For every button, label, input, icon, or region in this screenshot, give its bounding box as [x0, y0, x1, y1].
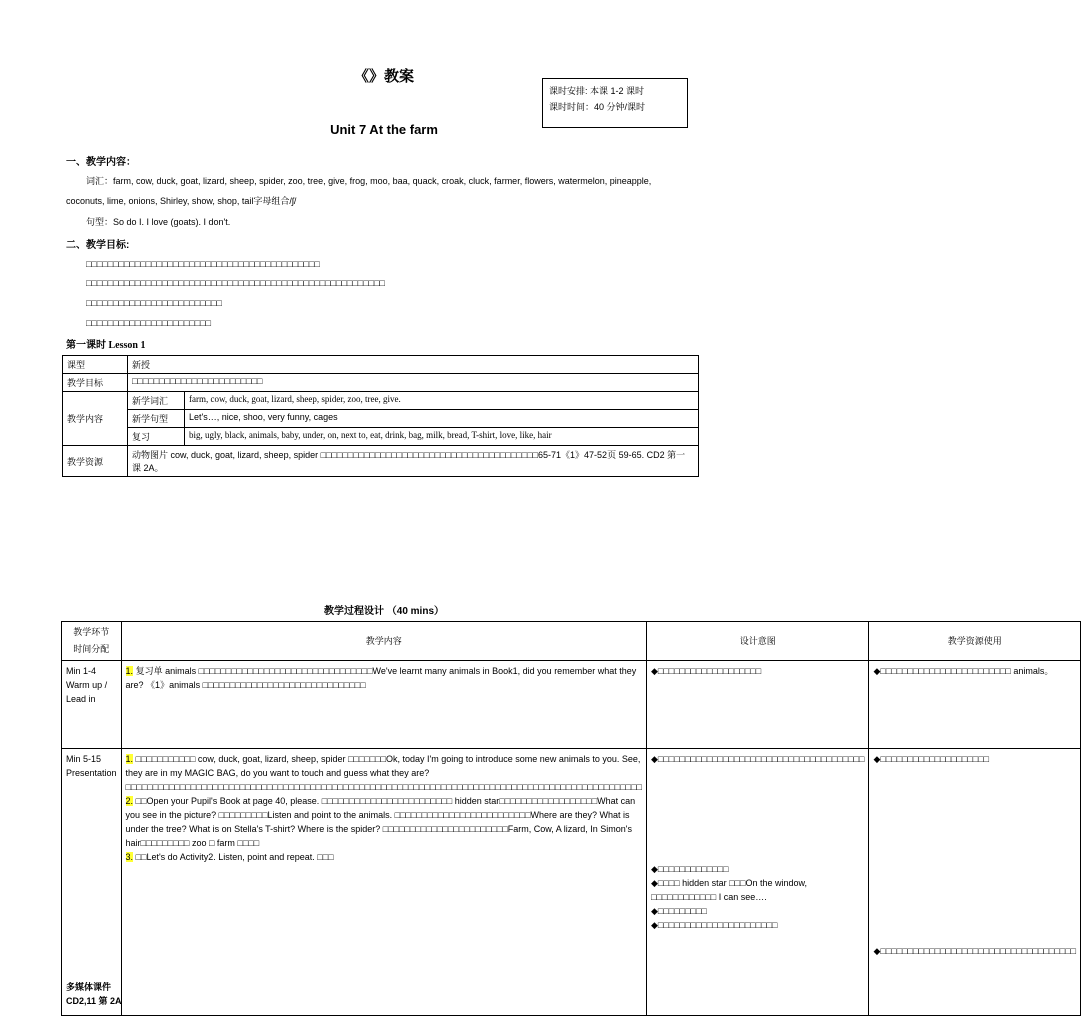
step-text: □□□□□□□□□□□ cow, duck, goat, lizard, sheep, spider □□□□□□□Ok, today I'm going to introduce some new animals to you. See, they are in my MAGIC BAG, do you want to touch and guess what they are? □□□□□□□□□□□□□□□□□□□□□□□□□□□□□□□□□□□□□□□□□□□□□□□□□□□□□□□□□□□□□□□□□□□□□□□□□□□□□□□□□□□□□□□□□□□□□□□: [125, 754, 642, 792]
section-goals-heading: 二、教学目标:: [66, 240, 130, 251]
vocab-line: 词汇：farm, cow, duck, goat, lizard, sheep, spider, zoo, tree, give, frog, moo, baa, quack, croak, cluck, farmer, flowers, watermelon, pineapple,: [86, 176, 652, 186]
process-table: [61, 621, 1081, 1016]
cell-label: 教学内容: [63, 392, 128, 446]
cell-value: farm, cow, duck, goat, lizard, sheep, spider, zoo, tree, give.: [185, 392, 699, 410]
document-title: 《》教案: [353, 68, 414, 85]
table-header-row: [62, 622, 1081, 661]
table-row: [63, 374, 699, 392]
cell-intent: ◆□□□□□□□□□□□□□□□□□□□: [646, 661, 869, 749]
intent-item: ◆□□□□□□□□□: [650, 906, 707, 916]
step-3: [126, 850, 642, 864]
cell-label: 课型: [63, 356, 128, 374]
header-content: 教学内容: [121, 622, 646, 661]
table-row: [63, 446, 699, 477]
lesson-count: 课时安排: 本课 1-2 课时: [549, 86, 645, 96]
time-range: Min 1-4: [66, 666, 97, 676]
section-content-heading: 一、教学内容：: [66, 157, 136, 168]
intent-item: ◆□□□□ hidden star □□□On the window, □□□□□□□□□□□□ I can see….: [650, 878, 808, 902]
cell-resource: [869, 749, 1081, 1016]
sentence-line: 句型：So do I. I love (goats). I don't.: [86, 217, 231, 227]
goal-item: □□□□□□□□□□□□□□□□□□□□□□□: [86, 318, 212, 328]
resource-item: ◆□□□□□□□□□□□□□□□□□□□□□□□□□□□□□□□□□□□□: [873, 946, 1077, 956]
lesson-heading: 第一课时 Lesson 1: [66, 340, 146, 351]
cell-value: Let's…, nice, shoo, very funny, cages: [185, 410, 699, 428]
cell-content: [121, 661, 646, 749]
header-time: 时间分配: [73, 644, 110, 654]
time-range: Min 5-15: [66, 754, 102, 764]
resource-item: ◆□□□□□□□□□□□□□□□□□□□□: [873, 754, 990, 764]
step-number: 1.: [125, 754, 134, 764]
cell-intent: [646, 749, 869, 1016]
cell-value: 动物图片 cow, duck, goat, lizard, sheep, spider □□□□□□□□□□□□□□□□□□□□□□□□□□□□□□□□□□□□□□□□65-71《1》47-52页 59-65. CD2 第一课 2A。: [128, 446, 699, 477]
vocab-line-2: coconuts, lime, onions, Shirley, show, shop, tail字母组合/ʃ/: [66, 196, 297, 206]
goal-item: □□□□□□□□□□□□□□□□□□□□□□□□□□□□□□□□□□□□□□□□□□□□□□□□□□□□□□□: [86, 278, 385, 288]
header-stage: 教学环节: [73, 627, 110, 637]
header-stage-time: [62, 622, 122, 661]
table-row: [63, 410, 699, 428]
cell-label: 教学资源: [63, 446, 128, 477]
step-number: 3.: [125, 852, 134, 862]
cell-stage: [62, 661, 122, 749]
header-intent: 设计意图: [646, 622, 869, 661]
resource-cd: 多媒体课件CD2,11 第 2A: [66, 982, 122, 1006]
cell-value: 新授: [128, 356, 699, 374]
cell-value: big, ugly, black, animals, baby, under, on, next to, eat, drink, bag, milk, bread, T-shirt, love, like, hair: [185, 428, 699, 446]
process-title: 教学过程设计 （40 mins）: [323, 606, 445, 617]
table-row: [63, 356, 699, 374]
intent-item: ◆□□□□□□□□□□□□□□□□□□□□□□□□□□□□□□□□□□□□□□: [650, 754, 865, 764]
table-row: [62, 749, 1081, 1016]
table-row: [62, 661, 1081, 749]
cell-value: □□□□□□□□□□□□□□□□□□□□□□□□: [128, 374, 699, 392]
cell-stage: [62, 749, 122, 1016]
unit-title: Unit 7 At the farm: [330, 122, 438, 137]
step-1: [126, 752, 642, 794]
cell-resource: ◆□□□□□□□□□□□□□□□□□□□□□□□□ animals。: [869, 661, 1081, 749]
cell-sublabel: 新学词汇: [128, 392, 185, 410]
stage-name: Warm up / Lead in: [66, 680, 108, 704]
step-text: □□Let's do Activity2. Listen, point and repeat. □□□: [135, 852, 334, 862]
step-text: □□Open your Pupil's Book at page 40, please. □□□□□□□□□□□□□□□□□□□□□□□□ hidden star□□□□□□□□□□□□□□□□□□What can you see in the picture? □□□□□□□□□Listen and point to the animals. □□□□□□□□□□□□□□□□□□□□□□□□□Where are they? What is under the tree? What is on Stella's T-shirt? Where is the spider? □□□□□□□□□□□□□□□□□□□□□□□Farm, Cow, A lizard, In Simon's hair□□□□□□□□□ zoo □ farm □□□□: [125, 796, 636, 848]
lesson-duration: 课时时间：40 分钟/课时: [549, 102, 646, 112]
cell-sublabel: 复习: [128, 428, 185, 446]
stage-name: Presentation: [66, 768, 117, 778]
table-row: [63, 428, 699, 446]
goal-item: □□□□□□□□□□□□□□□□□□□□□□□□□: [86, 298, 222, 308]
step-2: [126, 794, 642, 850]
step-text: 复习单 animals □□□□□□□□□□□□□□□□□□□□□□□□□□□□□□□□We've learnt many animals in Book1, did you remember what they are? 《1》animals □□□□□□□□□□□□□□□□□□□□□□□□□□□□□□: [125, 666, 637, 690]
intent-item: ◆□□□□□□□□□□□□□: [650, 864, 729, 874]
table-row: [63, 392, 699, 410]
intent-item: ◆□□□□□□□□□□□□□□□□□□□□□□: [650, 920, 778, 930]
cell-label: 教学目标: [63, 374, 128, 392]
step-number: 1.: [125, 666, 134, 676]
cell-sublabel: 新学句型: [128, 410, 185, 428]
header-resource: 教学资源使用: [869, 622, 1081, 661]
step-number: 2.: [125, 796, 134, 806]
goal-item: □□□□□□□□□□□□□□□□□□□□□□□□□□□□□□□□□□□□□□□□□□□: [86, 259, 320, 269]
cell-content: [121, 749, 646, 1016]
lesson-info-box: [542, 78, 688, 128]
lesson-info-table: [62, 355, 699, 477]
